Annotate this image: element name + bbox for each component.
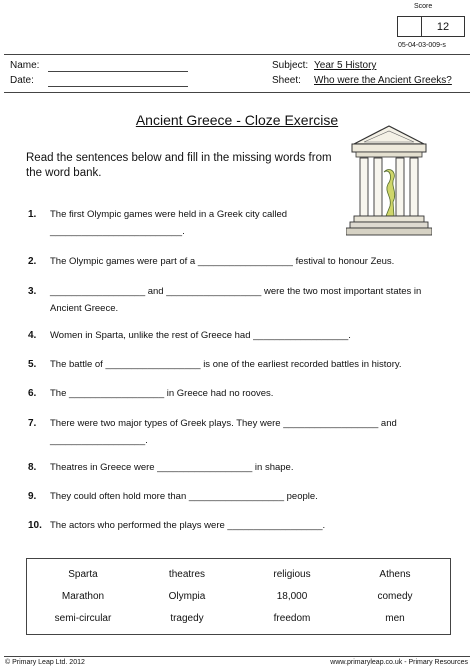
word-bank-item: tragedy	[170, 613, 204, 624]
question-text: The actors who performed the plays were __________________.	[50, 520, 326, 531]
word-bank-item: religious	[273, 569, 311, 580]
question-text: The Olympic games were part of a __________________ festival to honour Zeus.	[50, 256, 395, 267]
word-bank-item: men	[385, 613, 405, 624]
question-number: 7.	[28, 418, 37, 429]
question-number: 8.	[28, 462, 37, 473]
score-value: 12	[436, 20, 450, 33]
question-text: There were two major types of Greek plays. They were __________________ and	[50, 418, 397, 429]
question-text: The first Olympic games were held in a Greek city called	[50, 209, 288, 220]
subject-value: Year 5 History	[314, 60, 377, 71]
question-number: 3.	[28, 286, 37, 297]
question-number: 10.	[28, 520, 42, 531]
word-bank-item: Marathon	[61, 591, 105, 602]
question-text-cont: _________________________.	[50, 226, 185, 237]
subject-label: Subject:	[272, 60, 309, 71]
question-text: The __________________ in Greece had no rooves.	[50, 388, 274, 399]
question-number: 1.	[28, 209, 37, 220]
question-text: __________________ and __________________ were the two most important states in	[50, 286, 422, 297]
word-bank-item: comedy	[377, 591, 413, 602]
greek-temple-illustration	[346, 122, 432, 240]
question-text: Theatres in Greece were __________________ in shape.	[50, 462, 294, 473]
question-text-cont: __________________.	[50, 435, 148, 446]
question-number: 4.	[28, 330, 37, 341]
question-text-cont: Ancient Greece.	[50, 303, 119, 314]
question-text: The battle of __________________ is one of the earliest recorded battles in history.	[50, 359, 402, 370]
question-number: 5.	[28, 359, 37, 370]
header-bottom-rule	[4, 92, 470, 93]
instructions: Read the sentences below and fill in the missing words from the word bank.	[26, 152, 332, 179]
document-code: 05-04-03-009-s	[398, 42, 446, 49]
name-line	[48, 71, 188, 72]
header-top-rule	[4, 54, 470, 55]
score-label: Score	[414, 3, 433, 10]
question-text: They could often hold more than __________________ people.	[50, 491, 318, 502]
sheet-label: Sheet:	[272, 75, 301, 86]
word-bank-item: semi-circular	[54, 613, 112, 624]
word-bank-item: 18,000	[276, 591, 308, 602]
page-title: Ancient Greece - Cloze Exercise	[135, 112, 339, 128]
question-number: 9.	[28, 491, 37, 502]
word-bank-item: theatres	[168, 569, 206, 580]
date-label: Date:	[10, 75, 34, 86]
word-bank-item: Athens	[379, 569, 411, 580]
word-bank-item: freedom	[273, 613, 311, 624]
score-box	[397, 16, 465, 37]
date-line	[48, 86, 188, 87]
footer-rule	[4, 656, 470, 657]
copyright: © Primary Leap Ltd. 2012	[5, 659, 85, 666]
word-bank	[26, 558, 451, 635]
website-link[interactable]: www.primaryleap.co.uk - Primary Resources	[330, 659, 468, 666]
question-number: 2.	[28, 256, 37, 267]
sheet-value: Who were the Ancient Greeks?	[314, 75, 452, 86]
question-text: Women in Sparta, unlike the rest of Greece had __________________.	[50, 330, 351, 341]
question-number: 6.	[28, 388, 37, 399]
word-bank-item: Olympia	[168, 591, 206, 602]
name-label: Name:	[10, 60, 40, 71]
word-bank-item: Sparta	[68, 569, 98, 580]
